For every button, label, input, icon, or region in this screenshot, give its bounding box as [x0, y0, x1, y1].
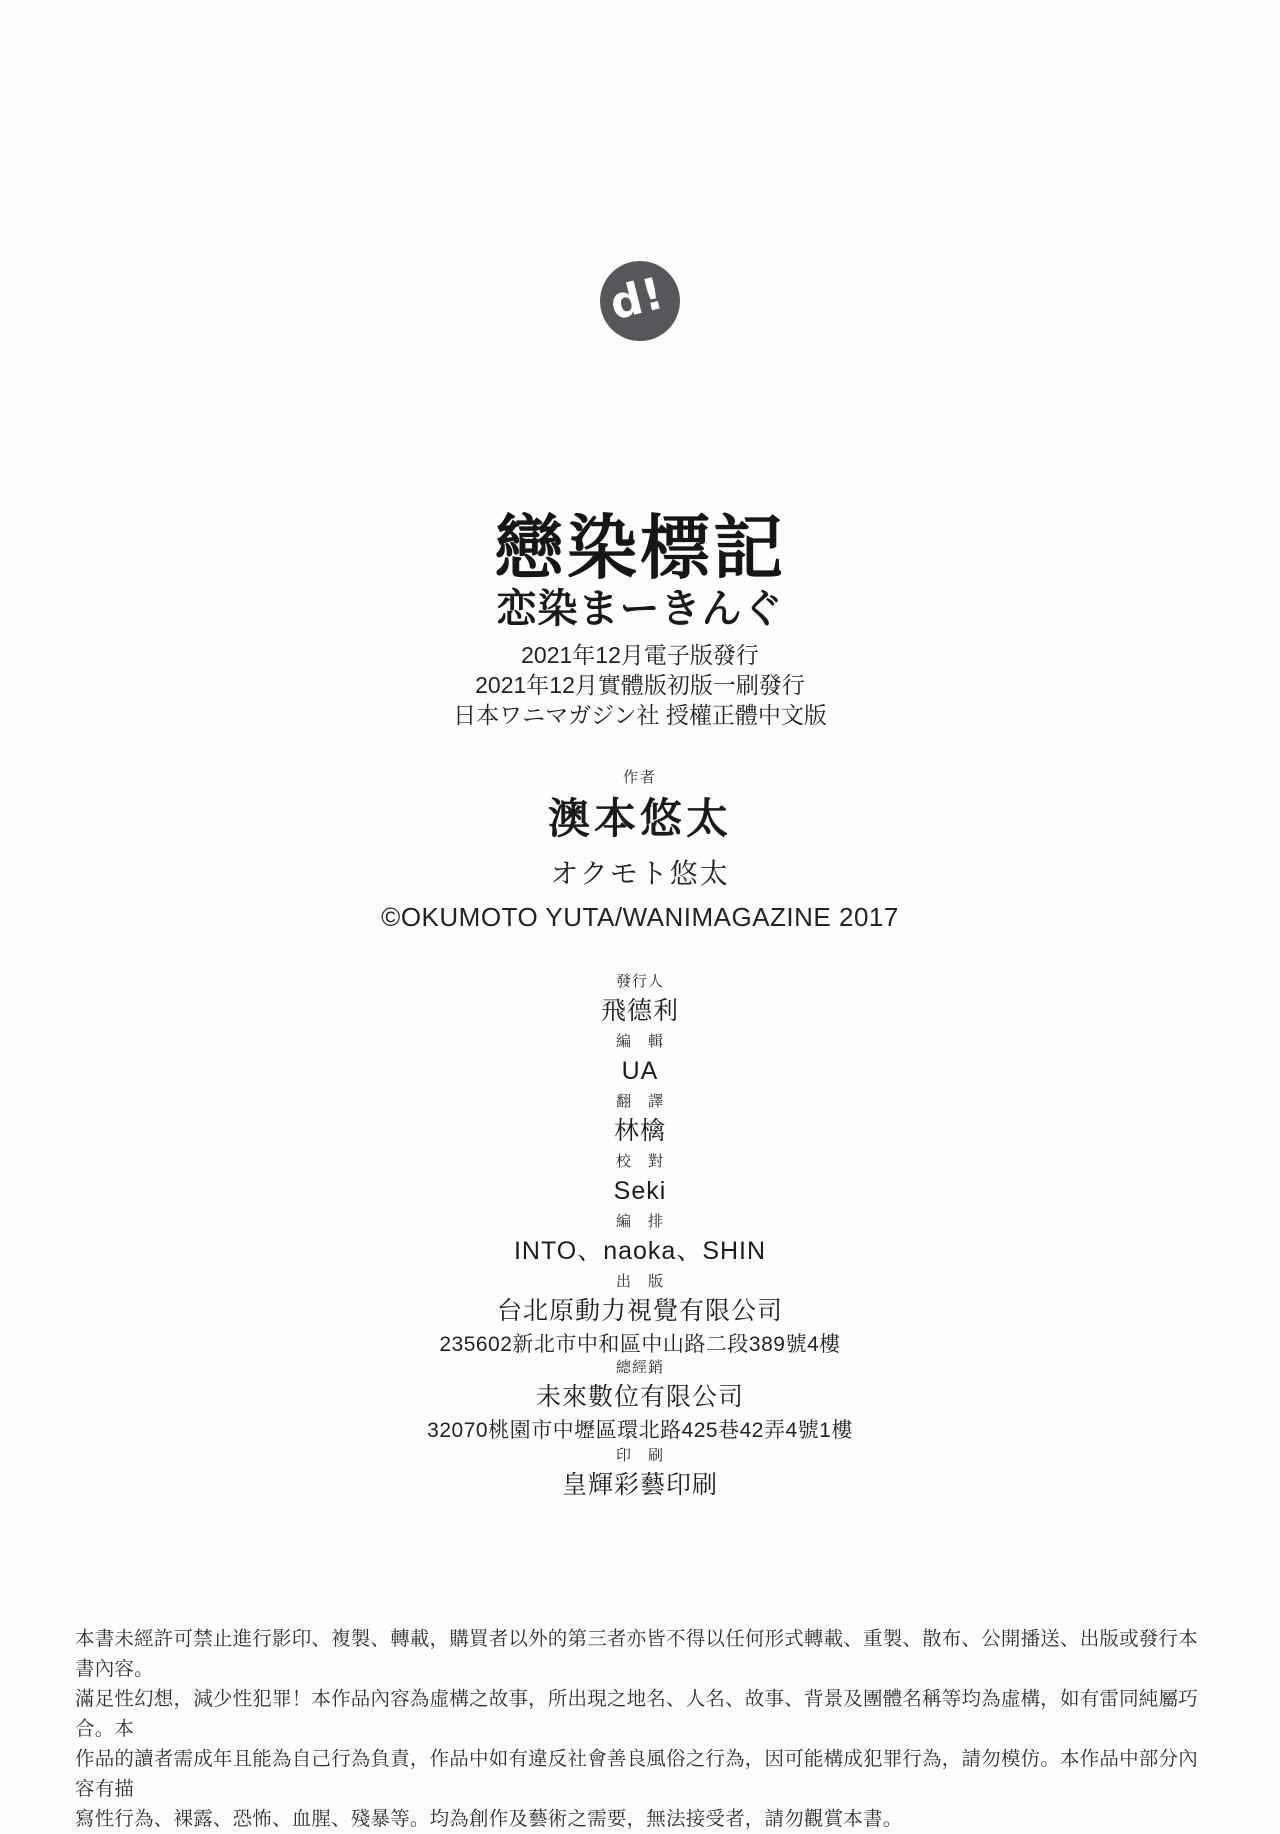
legal-line: 滿足性幻想，減少性犯罪！本作品內容為虛構之故事，所出現之地名、人名、故事、背景及團體名稱等均為虛構，如有雷同純屬巧合。本	[75, 1688, 1198, 1740]
credit-label: 發行人	[615, 973, 664, 990]
credit-label: 編 排	[615, 1213, 664, 1230]
edition-info	[0, 640, 1280, 730]
book-title: 戀染標記	[494, 509, 786, 587]
credit-value: 台北原動力視覺有限公司	[496, 1297, 783, 1325]
credit-label: 校 對	[615, 1153, 664, 1170]
legal-line: 作品的讀者需成年且能為自己行為負責，作品中如有違反社會善良風俗之行為，因可能構成犯罪行為，請勿模仿。本作品中部分內容有描	[75, 1748, 1198, 1800]
credit-value: 皇輝彩藝印刷	[561, 1471, 718, 1499]
credit-group-editor	[0, 1032, 1280, 1088]
credit-address: 235602新北市中和區中山路二段389號4樓	[439, 1333, 841, 1356]
credit-group-printer	[0, 1446, 1280, 1502]
credit-group-layout	[0, 1212, 1280, 1268]
author-name: 澳本悠太	[547, 795, 732, 842]
credit-label: 總經銷	[615, 1359, 664, 1376]
credit-label: 翻 譯	[615, 1093, 664, 1110]
copyright-line: ©OKUMOTO YUTA/WANIMAGAZINE 2017	[381, 902, 899, 932]
credit-value: 飛德利	[600, 997, 679, 1025]
credit-group-distributor	[0, 1358, 1280, 1446]
credit-label: 編 輯	[615, 1033, 664, 1050]
legal-notice	[75, 1624, 1207, 1834]
credit-value: 林檎	[613, 1117, 666, 1145]
credit-group-proofreader	[0, 1152, 1280, 1208]
legal-line: 本書未經許可禁止進行影印、複製、轉載，購買者以外的第三者亦皆不得以任何形式轉載、重製、散布、公開播送、出版或發行本書內容。	[75, 1628, 1198, 1680]
credit-value: UA	[621, 1057, 659, 1085]
credit-value: INTO、naoka、SHIN	[513, 1237, 767, 1265]
credit-group-publishing-company	[0, 1272, 1280, 1360]
publisher-logo-text: d!	[605, 267, 670, 330]
publisher-logo	[600, 261, 680, 341]
credit-address: 32070桃園市中壢區環北路425巷42弄4號1樓	[427, 1419, 853, 1442]
credit-group-translator	[0, 1092, 1280, 1148]
credit-label: 出 版	[615, 1273, 664, 1290]
edition-line: 日本ワニマガジン社 授權正體中文版	[453, 702, 827, 728]
credit-value: Seki	[613, 1177, 667, 1205]
book-subtitle: 恋染まーきんぐ	[496, 587, 784, 631]
credit-label: 印 刷	[615, 1447, 664, 1464]
edition-line: 2021年12月實體版初版一刷發行	[475, 672, 805, 698]
legal-line: 寫性行為、裸露、恐怖、血腥、殘暴等。均為創作及藝術之需要，無法接受者，請勿觀賞本書。	[75, 1808, 903, 1830]
credit-group-publisher-person	[0, 972, 1280, 1028]
edition-line: 2021年12月電子版發行	[521, 642, 759, 668]
author-kana: オクモト悠太	[550, 858, 730, 889]
credit-value: 未來數位有限公司	[535, 1383, 744, 1411]
author-label: 作者	[622, 769, 657, 786]
